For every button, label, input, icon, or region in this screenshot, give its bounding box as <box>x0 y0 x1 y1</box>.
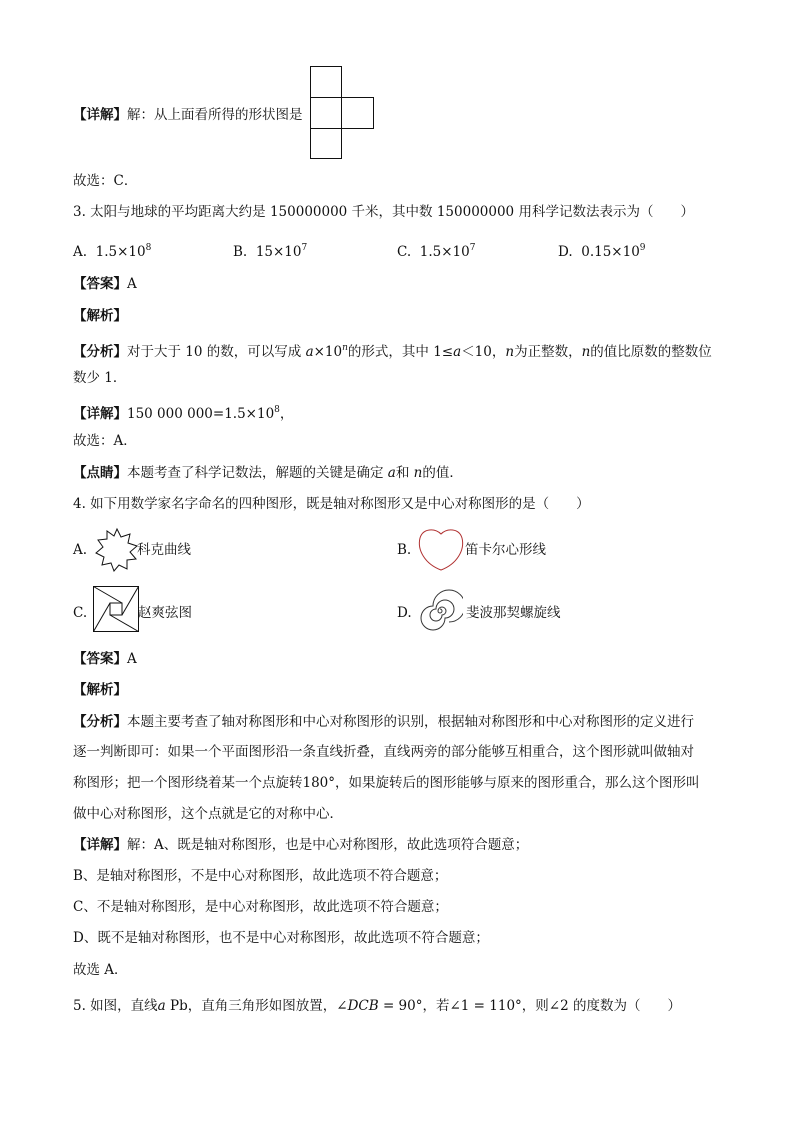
q3-analysis-line-2: 数少 1． <box>73 370 127 386</box>
answer-tag: 【答案】 <box>73 276 127 292</box>
option-value: 0.15×10 <box>581 244 640 260</box>
variable-n: n <box>413 465 423 481</box>
q4-answer <box>73 649 137 669</box>
dianjing-text: 的值． <box>422 465 463 481</box>
dianjing-text: 和 <box>395 465 414 481</box>
q4-option-a <box>73 540 87 560</box>
answer-value: A <box>127 276 137 292</box>
q3-analysis-line-1 <box>73 338 712 362</box>
q3-dianjing <box>73 463 463 483</box>
analysis-tag: 【分析】 <box>73 344 127 360</box>
q4-option-c <box>73 603 87 623</box>
q3-option-a <box>73 238 151 262</box>
variable-n: n <box>505 344 515 360</box>
detail-tag: 【详解】 <box>73 107 127 123</box>
stem-text: 5. 如图，直线 <box>73 998 158 1014</box>
option-letter: C. <box>73 605 88 621</box>
q4-option-b-label: 笛卡尔心形线 <box>465 542 546 558</box>
stem-text: ，直角三角形如图放置， <box>187 998 337 1014</box>
analysis-text: ×10 <box>313 344 343 360</box>
q3-option-c <box>397 238 475 262</box>
analysis-text: 为正整数， <box>514 344 582 360</box>
stem-text: = 90°，若∠1 = 110°，则∠2 的度数为（ ） <box>378 998 681 1014</box>
variable-a: a <box>453 344 462 360</box>
option-letter: B. <box>397 542 412 558</box>
q2-choose: 故选：C． <box>73 173 138 189</box>
option-exponent: 7 <box>301 243 308 253</box>
variable-a: a <box>387 465 396 481</box>
q4-option-c-label: 赵爽弦图 <box>138 605 192 621</box>
answer-tag: 【答案】 <box>73 651 127 667</box>
zhao-shuang-diagram-icon <box>92 585 140 633</box>
detail-text: 解：A、既是轴对称图形，也是中心对称图形，故此选项符合题意； <box>127 837 529 853</box>
option-exponent: 8 <box>145 243 152 253</box>
q4-option-b <box>397 540 411 560</box>
q3-stem: 3. 太阳与地球的平均距离大约是 150000000 千米，其中数 150000000 用科学记数法表示为（ ） <box>73 204 694 220</box>
q4-choose: 故选 A． <box>73 962 128 978</box>
answer-value: A <box>127 651 137 667</box>
q3-choose: 故选：A． <box>73 433 137 449</box>
q4-detail-line-1 <box>73 835 528 855</box>
koch-snowflake-icon <box>94 527 140 573</box>
q4-detail-line-4: D、既不是轴对称图形，也不是中心对称图形，故此选项不符合题意； <box>73 930 489 946</box>
q4-stem: 4. 如下用数学家名字命名的四种图形，既是轴对称图形又是中心对称图形的是（ ） <box>73 496 590 512</box>
option-letter: D. <box>558 244 573 260</box>
detail-tag: 【详解】 <box>73 837 127 853</box>
q4-analysis-line-2: 逐一判断即可：如果一个平面图形沿一条直线折叠，直线两旁的部分能够互相重合，这个图形就叫做轴对 <box>73 744 694 760</box>
analysis-text: 的形式，其中 1≤ <box>347 344 454 360</box>
detail-tag: 【详解】 <box>73 406 127 422</box>
option-letter: C. <box>397 244 412 260</box>
q4-option-a-label: 科克曲线 <box>137 542 191 558</box>
option-letter: D. <box>397 605 412 621</box>
q2-detail <box>73 105 303 125</box>
analysis-text: 的值比原数的整数位 <box>590 344 712 360</box>
q4-detail-line-3: C、不是轴对称图形，是中心对称图形，故此选项不符合题意； <box>73 899 448 915</box>
q3-detail <box>73 400 293 424</box>
dianjing-tag: 【点睛】 <box>73 465 127 481</box>
q3-jiexi-heading: 【解析】 <box>73 308 127 324</box>
q3-answer <box>73 274 137 294</box>
analysis-text: 本题主要考查了轴对称图形和中心对称图形的识别，根据轴对称图形和中心对称图形的定义进行 <box>127 714 694 730</box>
q4-jiexi-heading: 【解析】 <box>73 682 127 698</box>
q4-analysis-line-3: 称图形；把一个图形绕着某一个点旋转180°，如果旋转后的图形能够与原来的图形重合，那么这个图形叫 <box>73 775 700 791</box>
option-letter: A. <box>73 244 88 260</box>
detail-text: 解：从上面看所得的形状图是 <box>127 107 303 123</box>
detail-exponent: 8 <box>274 405 280 415</box>
variable-n: n <box>581 344 591 360</box>
angle-dcb: ∠DCB <box>336 998 379 1014</box>
option-exponent: 7 <box>469 243 476 253</box>
option-letter: B. <box>233 244 248 260</box>
q4-option-d <box>397 603 412 623</box>
fibonacci-spiral-icon <box>417 588 463 634</box>
option-value: 15×10 <box>255 244 302 260</box>
q3-option-b <box>233 238 307 262</box>
analysis-text: 对于大于 10 的数，可以写成 <box>127 344 306 360</box>
exponent-n: n <box>342 343 348 353</box>
variable-a: a <box>305 344 314 360</box>
q4-analysis-line-1 <box>73 712 694 732</box>
analysis-text: ＜10， <box>461 344 506 360</box>
option-exponent: 9 <box>639 243 646 253</box>
option-value: 1.5×10 <box>419 244 470 260</box>
top-view-cross-figure <box>309 65 375 160</box>
cardioid-icon <box>417 526 465 572</box>
analysis-tag: 【分析】 <box>73 714 127 730</box>
parallel-symbol-text: Pb <box>170 998 188 1014</box>
option-value: 1.5×10 <box>95 244 146 260</box>
variable-a: a <box>157 998 166 1014</box>
q5-stem <box>73 996 681 1016</box>
detail-text: ， <box>279 406 294 422</box>
q4-analysis-line-4: 做中心对称图形，这个点就是它的对称中心． <box>73 806 343 822</box>
dianjing-text: 本题考查了科学记数法，解题的关键是确定 <box>127 465 388 481</box>
q4-detail-line-2: B、是轴对称图形，不是中心对称图形，故此选项不符合题意； <box>73 868 448 884</box>
option-letter: A. <box>73 542 88 558</box>
detail-text: 150 000 000=1.5×10 <box>127 406 275 422</box>
q4-option-d-label: 斐波那契螺旋线 <box>466 605 561 621</box>
q3-option-d <box>558 238 646 262</box>
